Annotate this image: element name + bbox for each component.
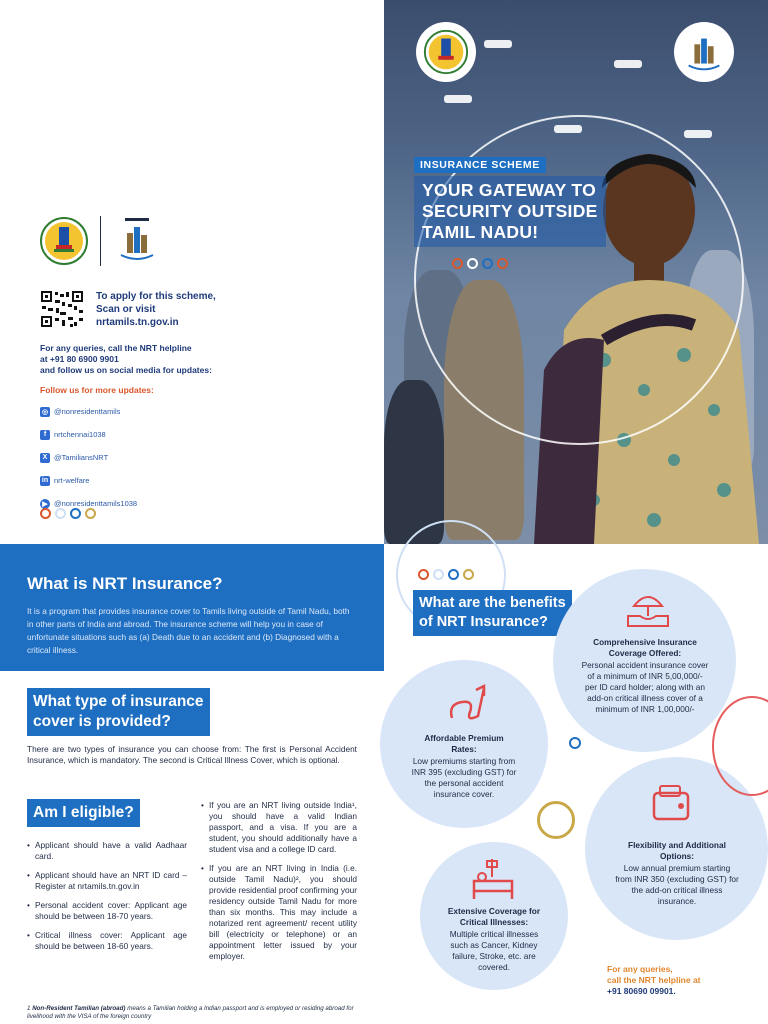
footnote-text: means a Tamilian holding a Indian passport and is employed or residing abroad for livelihood with the VISA of the foreign country xyxy=(27,1005,354,1020)
ceiling-light xyxy=(684,130,712,138)
title-line: Coverage Offered: xyxy=(608,648,682,658)
footnote xyxy=(27,1005,357,1021)
desc-line: per ID card holder; along with an xyxy=(585,682,705,692)
social-links xyxy=(40,400,137,515)
desc-line: insurance cover. xyxy=(433,789,495,799)
social-item-x[interactable] xyxy=(40,446,137,469)
apply-line: Scan or visit xyxy=(96,304,156,315)
list-item: • Personal accident cover: Applicant age should be between 18-70 years. xyxy=(27,900,187,922)
instagram-icon: ◎ xyxy=(41,408,49,416)
desc-line: Low annual premium starting xyxy=(623,863,731,873)
social-item-linkedin[interactable] xyxy=(40,469,137,492)
eligibility-list-right xyxy=(201,800,357,970)
social-handle: nrtchennai1038 xyxy=(54,430,106,439)
ceiling-light xyxy=(484,40,512,48)
social-handle: @nonresidenttamils xyxy=(54,407,121,416)
section-body: It is a program that provides insurance cover to Tamils living outside of Tamil Nadu, both in other parts of India and abroad. The insurance scheme will help you in case of unfortunate situations such as (a) Death due to an accident and (b) Diagnosed with a critical illness. xyxy=(27,606,350,655)
social-item-instagram[interactable] xyxy=(40,400,137,423)
hospital-bed-icon xyxy=(470,857,516,901)
hero-headline xyxy=(414,176,606,247)
benefit-description xyxy=(592,863,762,907)
dot-light-blue xyxy=(55,508,66,519)
luggage xyxy=(384,380,444,544)
wallet-icon xyxy=(650,783,692,823)
list-item: • Critical illness cover: Applicant age should be between 18-60 years. xyxy=(27,930,187,952)
emblem-divider xyxy=(100,216,101,266)
tamil-nadu-government-emblem-icon xyxy=(421,27,471,77)
youtube-icon: ▶ xyxy=(40,499,50,509)
what-is-nrt-section xyxy=(0,544,384,671)
list-item: • Applicant should have an NRT ID card – Register at nrtamils.tn.gov.in xyxy=(27,870,187,892)
helpline-number: at +91 80 6900 9901 xyxy=(40,354,119,364)
decorative-ring xyxy=(569,737,581,749)
follow-title: Follow us for more updates: xyxy=(40,385,154,395)
desc-line: failure, Stroke, etc. are xyxy=(452,951,536,961)
helpline-number: +91 80690 09901. xyxy=(607,986,676,996)
desc-line: add-on critical illness cover of a xyxy=(587,693,703,703)
nrt-welfare-logo-icon xyxy=(113,215,161,267)
website-link[interactable]: nrtamils.tn.gov.in xyxy=(96,317,179,328)
social-handle: @nonresidenttamils1038 xyxy=(54,499,138,508)
headline-line: SECURITY OUTSIDE xyxy=(422,201,598,221)
dot-gold xyxy=(463,569,474,580)
title-line: cover is provided? xyxy=(33,713,171,730)
social-handle: nrt-welfare xyxy=(54,476,90,485)
list-item: • If you are an NRT living in India (i.e. outside Tamil Nadu)², you should provide residential proof confirming your residency outside Tamil Nadu for more than six months. This may include a notarized rent agreement/ recent utility bill (electricity or telephone) or an appointment letter issued by your employer. xyxy=(201,863,357,962)
desc-line: covered. xyxy=(478,962,510,972)
dot-orange xyxy=(418,569,429,580)
social-handle: @TamiliansNRT xyxy=(54,453,109,462)
type-cover-body: There are two types of insurance you can choose from: The first is Personal Accident Insurance, which is mandatory. The second is Critical Illness Cover, which is optional. xyxy=(27,744,357,765)
social-item-facebook[interactable] xyxy=(40,423,137,446)
title-line: Options: xyxy=(659,851,695,861)
ceiling-light xyxy=(614,60,642,68)
linkedin-icon: in xyxy=(41,477,49,484)
list-item: • If you are an NRT living outside India¹, you should have a valid Indian passport, and a visa. If you are a student, you should additionally have a student visa and a college ID card. xyxy=(201,800,357,855)
desc-line: insurance. xyxy=(657,896,697,906)
desc-line: Multiple critical illnesses xyxy=(449,929,539,939)
low-premium-arrow-icon xyxy=(444,682,488,726)
dot-light-blue xyxy=(433,569,444,580)
desc-line: Low premiums starting from xyxy=(412,756,516,766)
benefit-title xyxy=(426,906,562,928)
title-line: What type of insurance xyxy=(33,693,204,710)
footnote-term: Non-Resident Tamilian (abroad) xyxy=(32,1005,126,1012)
umbrella-hand-icon xyxy=(624,586,672,630)
dot-white xyxy=(467,258,478,269)
title-line: What are the benefits xyxy=(419,595,566,611)
section-title: What is NRT Insurance? xyxy=(27,574,223,593)
desc-line: minimum of INR 1,00,000/- xyxy=(595,704,695,714)
title-line: Flexibility and Additional xyxy=(628,840,726,850)
benefit-critical-illness xyxy=(426,906,562,973)
hero-photo xyxy=(384,0,768,544)
desc-line: from INR 350 (excluding GST) for xyxy=(615,874,739,884)
decorative-dots xyxy=(40,508,96,519)
helpline-info xyxy=(40,343,340,376)
benefit-comprehensive xyxy=(560,637,730,715)
desc-line: INR 395 (excluding GST) for xyxy=(411,767,517,777)
decorative-dots xyxy=(452,258,508,269)
headline-line: YOUR GATEWAY TO xyxy=(422,180,597,200)
desc-line: Personal accident insurance cover xyxy=(581,660,709,670)
benefit-description xyxy=(388,756,540,800)
decorative-ring xyxy=(537,801,575,839)
headline-line: TAMIL NADU! xyxy=(422,222,539,242)
type-cover-title xyxy=(27,688,210,736)
dot-blue xyxy=(70,508,81,519)
footnote-mark: 1 xyxy=(27,1005,31,1012)
callout-line: call the NRT helpline at xyxy=(607,975,701,985)
title-line: Comprehensive Insurance xyxy=(593,637,697,647)
title-line: Rates: xyxy=(451,744,477,754)
benefit-title xyxy=(388,733,540,755)
qr-code-icon[interactable] xyxy=(40,290,84,328)
contact-panel xyxy=(0,0,384,544)
dot-orange xyxy=(497,258,508,269)
eligibility-list-left xyxy=(27,840,187,960)
desc-line: such as Cancer, Kidney xyxy=(450,940,538,950)
benefits-title xyxy=(413,590,572,636)
decorative-dots xyxy=(418,569,474,580)
dot-orange xyxy=(40,508,51,519)
benefit-title xyxy=(592,840,762,862)
facebook-icon: f xyxy=(40,430,50,440)
eligibility-title: Am I eligible? xyxy=(27,799,140,827)
apply-row xyxy=(40,290,216,329)
apply-instructions xyxy=(96,290,216,329)
callout-line: For any queries, xyxy=(607,964,673,974)
emblems xyxy=(40,215,161,267)
ceiling-light xyxy=(444,95,472,103)
title-line: Critical Illnesses: xyxy=(459,917,529,927)
helpline-line: For any queries, call the NRT helpline xyxy=(40,343,192,353)
title-line: of NRT Insurance? xyxy=(419,614,548,630)
dot-gold xyxy=(85,508,96,519)
benefit-description xyxy=(426,929,562,973)
dot-orange xyxy=(452,258,463,269)
benefit-flexibility xyxy=(592,840,762,907)
benefit-description xyxy=(560,660,730,715)
dot-blue xyxy=(448,569,459,580)
helpline-callout xyxy=(607,964,701,997)
x-twitter-icon: X xyxy=(40,453,50,463)
benefit-title xyxy=(560,637,730,659)
scheme-tag: INSURANCE SCHEME xyxy=(414,157,546,173)
helpline-line: and follow us on social media for updates: xyxy=(40,365,212,375)
apply-line: To apply for this scheme, xyxy=(96,291,216,302)
desc-line: of a minimum of INR 5,00,000/- xyxy=(587,671,703,681)
tamil-nadu-government-emblem-icon xyxy=(40,215,88,267)
desc-line: the personal accident xyxy=(424,778,504,788)
dot-blue xyxy=(482,258,493,269)
nrt-welfare-logo-icon xyxy=(679,27,729,77)
title-line: Affordable Premium xyxy=(424,733,504,743)
list-item: • Applicant should have a valid Aadhaar card. xyxy=(27,840,187,862)
nrt-logo-badge xyxy=(674,22,734,82)
title-line: Extensive Coverage for xyxy=(447,906,541,916)
benefit-affordable xyxy=(388,733,540,800)
desc-line: the add-on critical illness xyxy=(631,885,723,895)
tn-emblem-badge xyxy=(416,22,476,82)
